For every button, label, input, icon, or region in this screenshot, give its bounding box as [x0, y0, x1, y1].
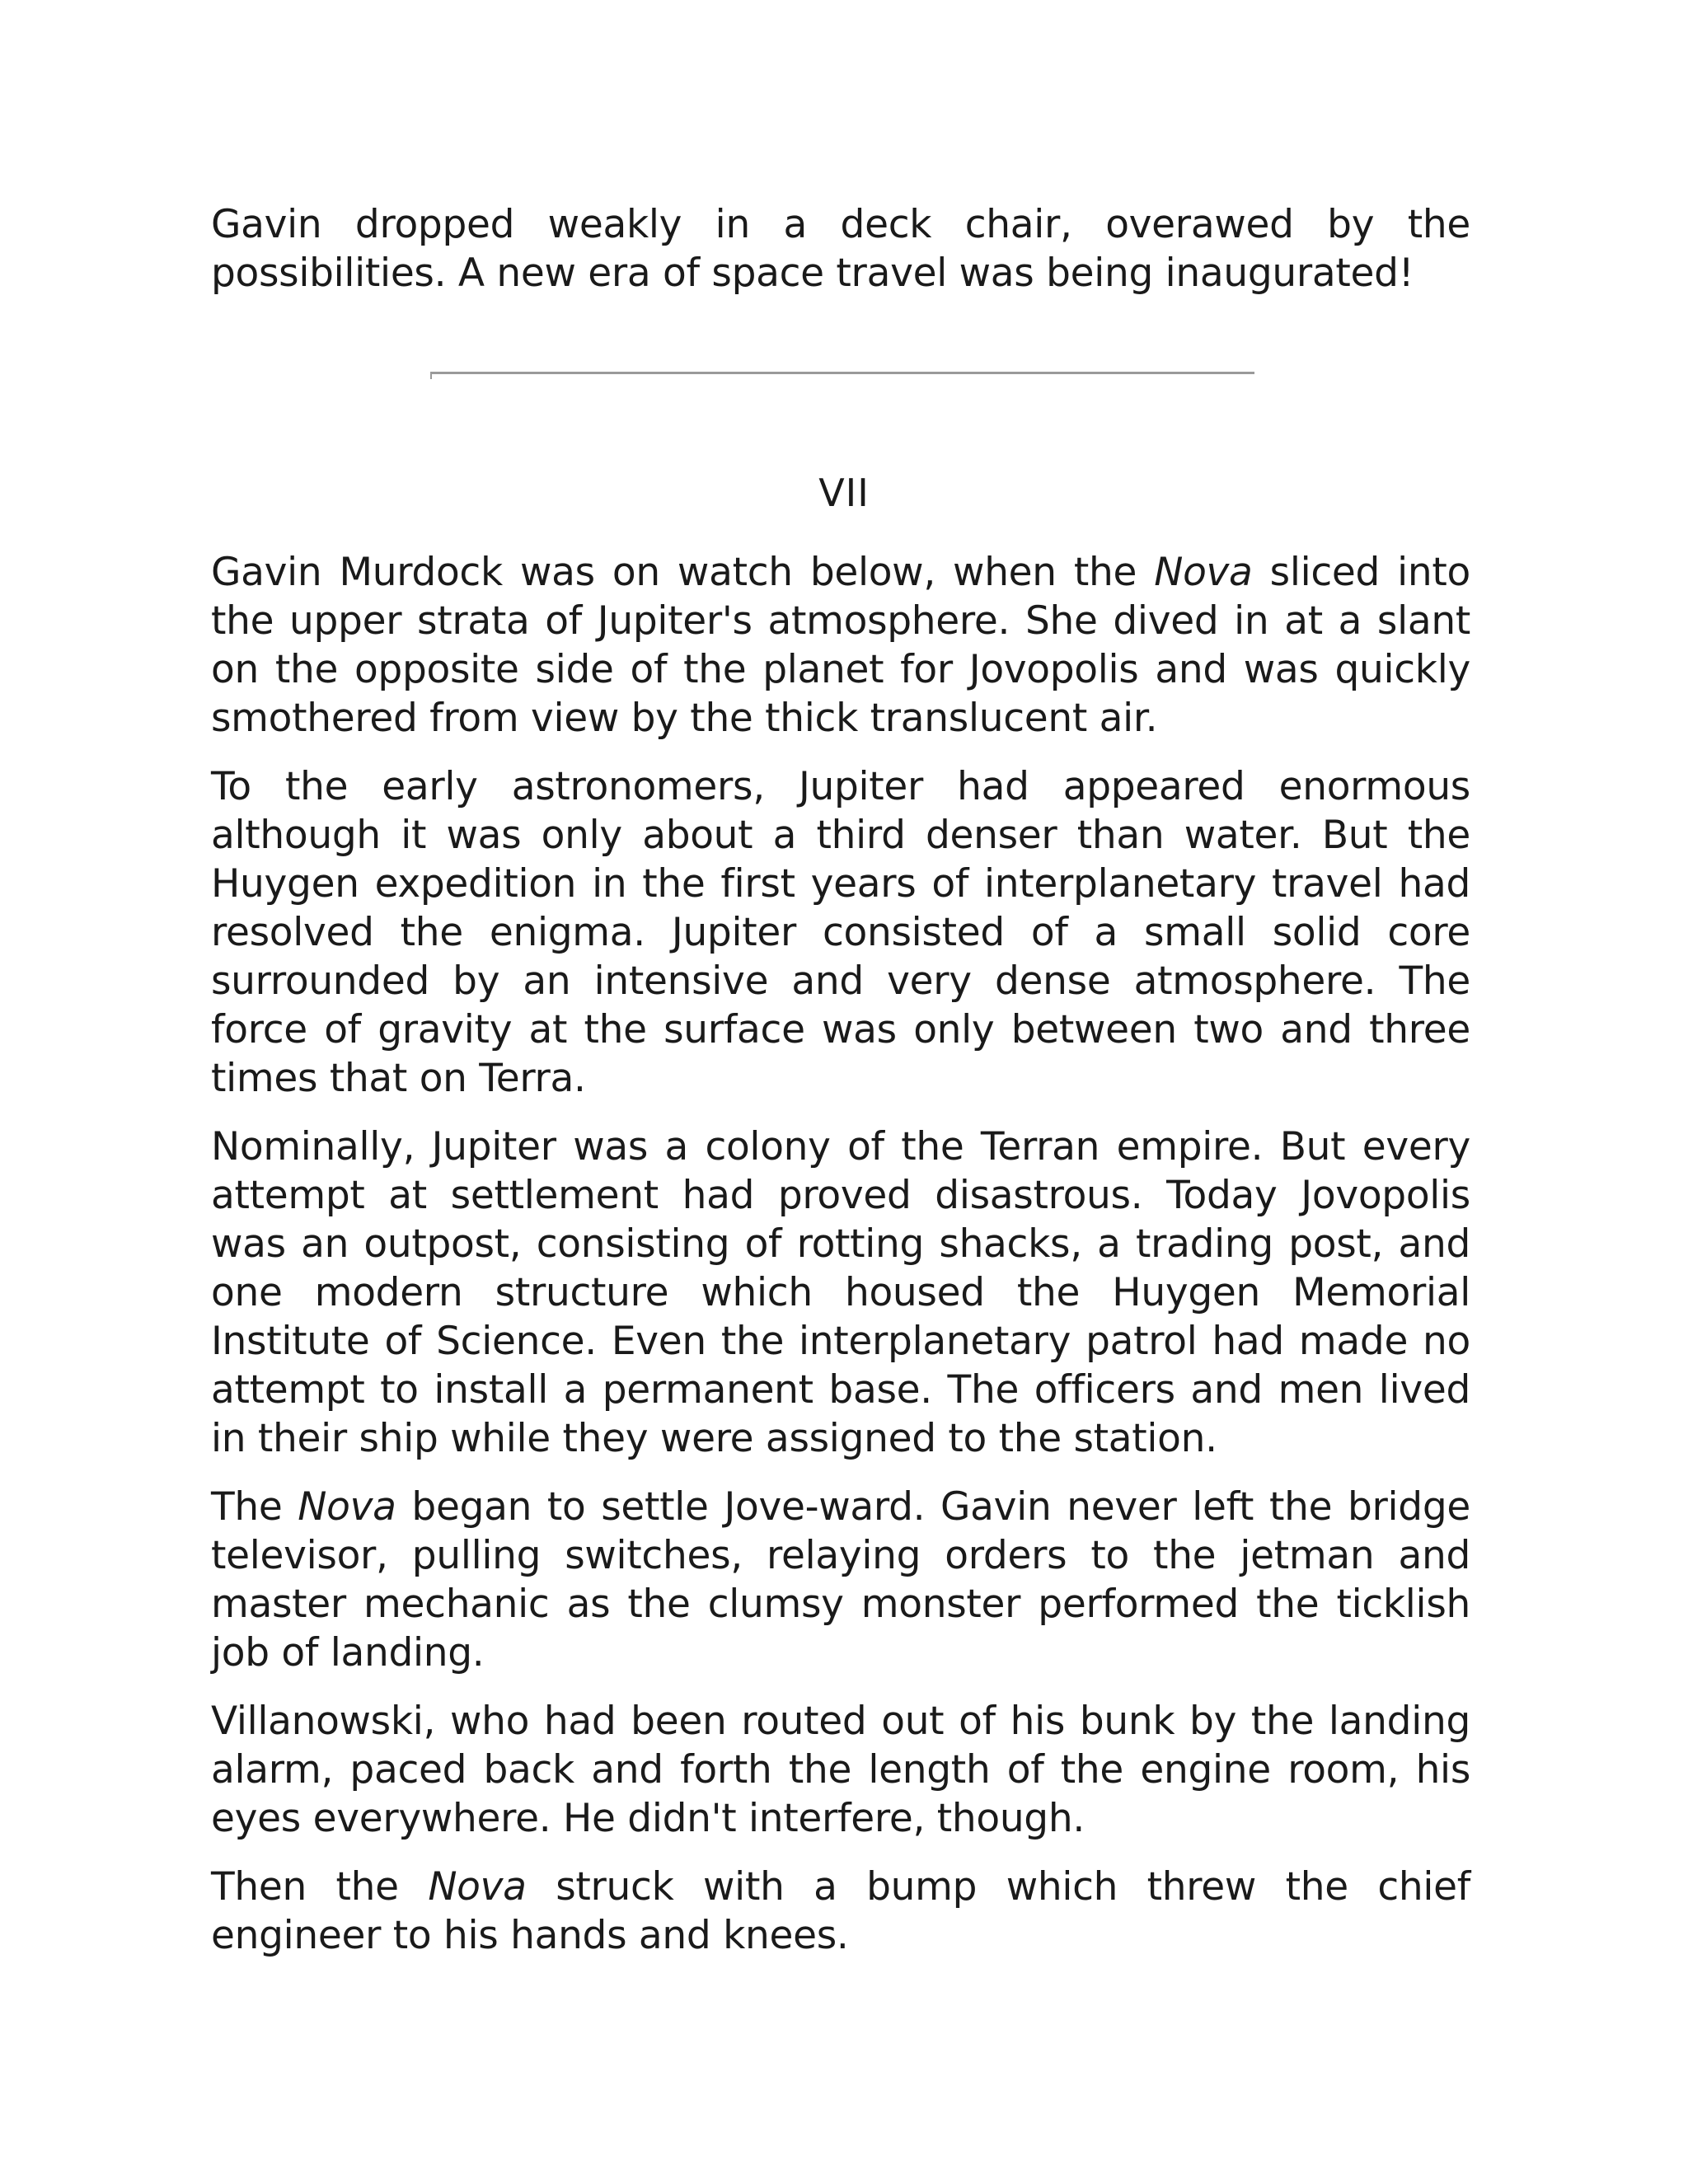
- intro-paragraph: Gavin dropped weakly in a deck chair, overawed by the possibilities. A new era of space travel was being inaugurated!: [211, 202, 1470, 296]
- paragraph-4-end: began to settle Jove-ward. Gavin never left the bridge televisor, pulling switches, relaying orders to the jetman and master mechanic as the clumsy monster performed the ticklish job of landing.: [211, 1484, 1470, 1675]
- ship-name: Nova: [1154, 550, 1253, 595]
- ship-name: Nova: [298, 1484, 396, 1530]
- paragraph-6-end: struck with a bump which threw the chief engineer to his hands and knees.: [211, 1864, 1471, 1958]
- paragraph-6-start: Then the: [211, 1864, 429, 1910]
- paragraph-4-start: The: [211, 1484, 298, 1530]
- paragraph-1-start: Gavin Murdock was on watch below, when the: [211, 550, 1155, 595]
- paragraph-6: [211, 1863, 1470, 1960]
- chapter-heading: VII: [818, 471, 870, 515]
- paragraph-1: [211, 548, 1470, 743]
- paragraph-4: [211, 1483, 1470, 1677]
- paragraph-5: Villanowski, who had been routed out of his bunk by the landing alarm, paced back and forth the length of the engine room, his eyes everywhere. He didn't interfere, though.: [211, 1699, 1470, 1841]
- ship-name: Nova: [428, 1864, 527, 1910]
- section-divider: [430, 372, 1254, 374]
- paragraph-3: Nominally, Jupiter was a colony of the Terran empire. But every attempt at settlement had proved disastrous. Today Jovopolis was an outpost, consisting of rotting shacks, a trading post, and one modern structure which housed the Huygen Memorial Institute of Science. Even the interplanetary patrol had made no attempt to install a permanent base. The officers and men lived in their ship while they were assigned to the station.: [211, 1124, 1470, 1461]
- paragraph-1-end: sliced into the upper strata of Jupiter's atmosphere. She dived in at a slant on the opposite side of the planet for Jovopolis and was quickly smothered from view by the thick translucent air.: [211, 550, 1470, 741]
- paragraph-2: To the early astronomers, Jupiter had appeared enormous although it was only about a third denser than water. But the Huygen expedition in the first years of interplanetary travel had resolved the enigma. Jupiter consisted of a small solid core surrounded by an intensive and very dense atmosphere. The force of gravity at the surface was only between two and three times that on Terra.: [211, 764, 1470, 1101]
- chapter-body: [211, 548, 1470, 1960]
- intro-section: [211, 200, 1470, 298]
